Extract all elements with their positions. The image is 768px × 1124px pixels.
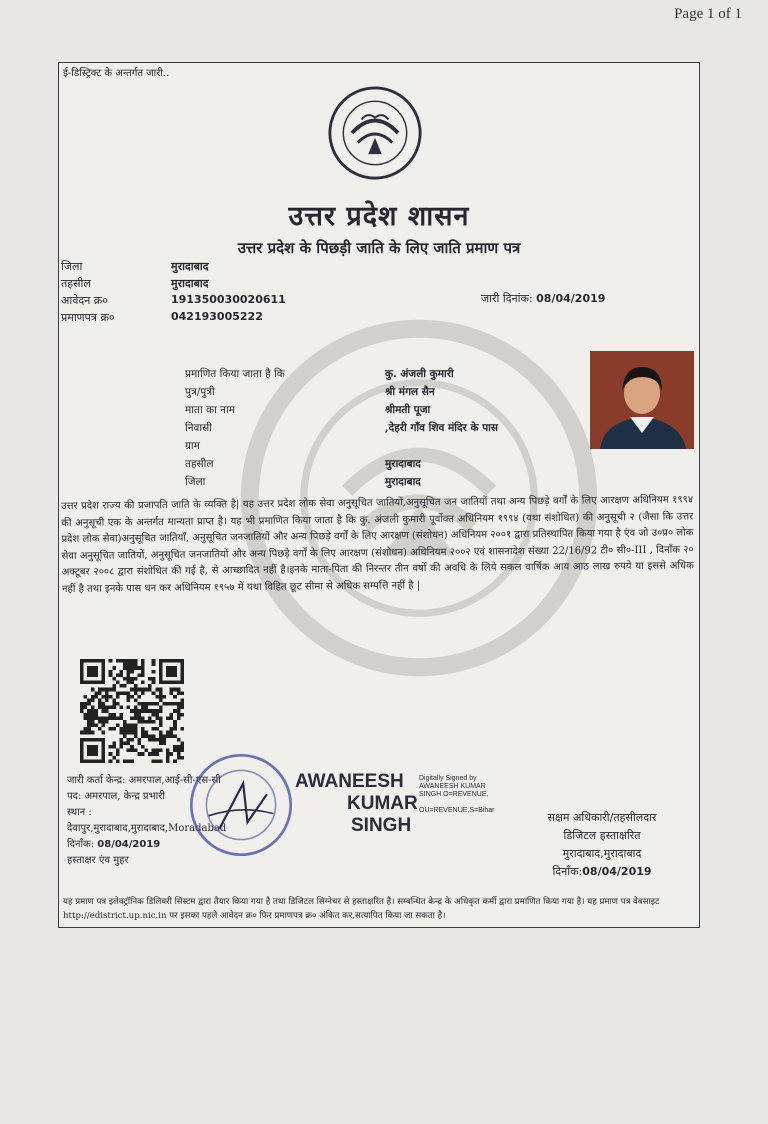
meta-value: मुरादाबाद	[171, 260, 209, 273]
detail-row	[185, 401, 498, 419]
issuer-date-value: 08/04/2019	[97, 839, 161, 850]
page-indicator: Page 1 of 1	[674, 6, 742, 22]
detail-label: तहसील	[185, 458, 214, 470]
detail-row	[185, 383, 498, 401]
meta-row-certificate-no	[61, 310, 286, 327]
meta-block	[61, 259, 286, 327]
authority-title: सक्षम अधिकारी/तहसीलदार	[547, 811, 657, 824]
meta-value: 191350030020611	[171, 293, 286, 306]
detail-row	[185, 365, 498, 383]
issuer-date-label: दिनाँक:	[67, 839, 95, 850]
signer-name-line2: KUMAR	[347, 793, 418, 814]
detail-label: ग्राम	[185, 440, 200, 452]
authority-date-value: 08/04/2019	[582, 865, 652, 878]
meta-value: 042193005222	[171, 310, 263, 323]
detail-label: माता का नाम	[185, 404, 235, 416]
authority-place: मुरादाबाद,मुरादाबाद	[562, 847, 642, 860]
issue-date-value: 08/04/2019	[536, 292, 606, 305]
applicant-details	[185, 365, 498, 491]
signature-ou: OU=REVENUE,S=Bihar	[419, 807, 495, 814]
meta-row-district	[61, 259, 286, 276]
digital-signature	[295, 771, 495, 837]
government-title: उत्तर प्रदेश शासन	[288, 201, 470, 232]
meta-value: मुरादाबाद	[171, 277, 209, 290]
meta-label: प्रमाणपत्र क्र०	[61, 311, 115, 324]
detail-row	[185, 437, 498, 455]
meta-row-application-no	[61, 293, 286, 310]
detail-row	[185, 473, 498, 491]
certificate-body-text: उत्तर प्रदेश राज्य की प्रजापति जाति के व्यक्ति है| यह उत्तर प्रदेश लोक सेवा अनुसूचित जातियों,अनुसूचित जन जातियों तथा अन्य पिछड़े वर्गों के लिए आरक्षण अधिनियम १९९४ की अनुसूची एक के अन्तर्गत मान्यता प्राप्त है। यह भी प्रमाणित किया जाता है कि कु. अंजली कुमारी पूर्वोक्त अधिनियम १९९४ (यथा संशोधित) की अनुसूची २ (जैसा कि उत्तर प्रदेश लोक सेवा)अनुसूचित जातियाँ, अनुसूचित जनजातियों और अन्य पिछड़े वर्गों के लिए आरक्षण (संशोधन) अधिनियम २००१ द्वारा प्रतिस्थापित किया गया है एंव जो उ०प्र० लोक सेवा अनुसूचित जातियों, अनुसूचित जनजातियों और अन्य पिछड़े वर्गों के लिए आरक्षण (संशोधन) अधिनियम २००२ एवं शासनादेश संख्या 22/16/92 टी० सी०-III , दिनाँक २० अक्टूबर २००८ द्वारा संशोधित की गई है, से आच्छादित नहीं है।इनके माता-पिता की निरन्तर तीन वर्षों की अवधि के लिये सकल वार्षिक आय आठ लाख रुपये या इससे अधिक नहीं है तथा इनके पास धन कर अधिनियम १९५७ में यथा विहित छूट सीमा से अधिक सम्पत्ति नहीं है |	[61, 494, 694, 595]
issuer-place-label: स्थान :	[67, 807, 92, 818]
issue-date-label: जारी दिनांक:	[481, 292, 533, 305]
detail-label: प्रमाणित किया जाता है कि	[185, 368, 285, 380]
edistrict-note: ई-डिस्ट्रिक्ट के अन्तर्गत जारी..	[63, 68, 170, 79]
residence: ,देहरी गाँव शिव मंदिर के पास	[385, 422, 498, 434]
detail-label: पुत्र/पुत्री	[185, 386, 215, 398]
tehsil-value: मुरादाबाद	[385, 458, 421, 470]
meta-label: आवेदन क्र०	[61, 294, 108, 307]
meta-row-tehsil	[61, 276, 286, 293]
signer-name-line3: SINGH	[351, 815, 412, 836]
father-name: श्री मंगल सैन	[385, 386, 435, 398]
person-photo-icon	[590, 351, 694, 449]
issue-date	[481, 291, 605, 306]
competent-authority	[527, 809, 677, 881]
authority-signed: डिजिटल हस्ताक्षरित	[563, 829, 641, 842]
detail-row	[185, 419, 498, 437]
issuer-sign-label: हस्ताक्षर एंव मुहर	[67, 855, 129, 866]
applicant-name: कु. अंजली कुमारी	[385, 368, 454, 380]
certificate	[58, 62, 700, 928]
issuer-seal-stamp-icon	[187, 751, 295, 859]
district-value: मुरादाबाद	[385, 476, 421, 488]
signer-name-line1: AWANEESH	[295, 771, 404, 792]
up-government-emblem-icon	[327, 85, 423, 181]
detail-label: जिला	[185, 476, 206, 488]
certificate-title: उत्तर प्रदेश के पिछड़ी जाति के लिए जाति प्रमाण पत्र	[237, 239, 521, 257]
meta-label: तहसील	[61, 277, 91, 290]
qr-code-icon	[75, 659, 189, 763]
meta-label: जिला	[61, 260, 83, 273]
detail-label: निवासी	[185, 422, 212, 434]
signature-details: Digitally Signed by AWANEESH KUMAR SINGH O=REVENUE,	[419, 775, 489, 798]
detail-row	[185, 455, 498, 473]
verification-note: यह प्रमाण पत्र इलेक्ट्रॉनिक डिलिवरी सिस्टम द्वारा तैयार किया गया है तथा डिजिटल सिग्नेचर से हस्ताक्षरित है। सम्बन्धित केन्द्र के अधिकृत कर्मी द्वारा प्रमाणित किया गया है। यह प्रमाण पत्र वेबसाइट http://edistrict.up.nic.in पर इसका पहले आवेदन क्र० फिर प्रमाणपत्र क्र० अंकित कर,सत्यापित किया जा सकता है।	[63, 897, 660, 921]
issuer-place: देवापुर,मुरादाबाद,मुरादाबाद,Moradabad	[67, 823, 227, 834]
mother-name: श्रीमती पूजा	[385, 404, 431, 416]
authority-date	[527, 863, 677, 881]
applicant-photo	[590, 351, 694, 449]
issuer-post: पद: अमरपाल, केन्द्र प्रभारी	[67, 791, 165, 802]
authority-date-label: दिनाँक:	[552, 865, 583, 878]
issuer-center: जारी कर्ता केन्द्र: अमरपाल,आई-सी-एस-सी	[67, 775, 221, 786]
